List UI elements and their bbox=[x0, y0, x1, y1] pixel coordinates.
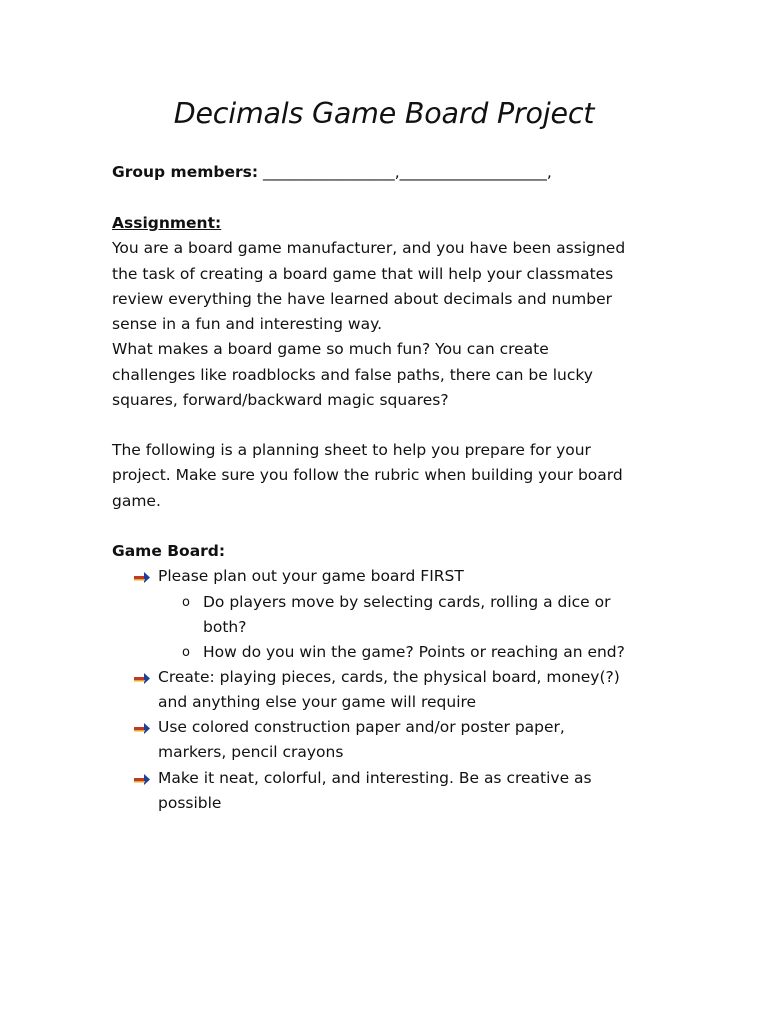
game-board-item-4-line-1: Make it neat, colorful, and interesting. Be as creative as bbox=[158, 769, 592, 787]
group-members-label: Group members: bbox=[112, 163, 259, 181]
planning-line: game. bbox=[112, 491, 161, 510]
game-board-subitem-1-line-1: Do players move by selecting cards, rolling a dice or bbox=[203, 593, 611, 611]
arrow-bullet-icon bbox=[134, 569, 150, 585]
game-board-item-3-line-2: markers, pencil crayons bbox=[158, 743, 344, 761]
assignment-section bbox=[112, 211, 672, 413]
planning-paragraph bbox=[112, 438, 672, 514]
group-member-blank-2: ___________________ bbox=[399, 163, 547, 181]
game-board-item-2-line-1: Create: playing pieces, cards, the physical board, money(?) bbox=[158, 668, 620, 686]
arrow-bullet-icon bbox=[134, 771, 150, 787]
assignment-line: You are a board game manufacturer, and you have been assigned bbox=[112, 239, 626, 258]
page-title: Decimals Game Board Project bbox=[173, 97, 595, 130]
group-members-line bbox=[112, 163, 552, 181]
game-board-item-3-line-1: Use colored construction paper and/or poster paper, bbox=[158, 718, 565, 736]
game-board-item-4-line-2: possible bbox=[158, 794, 222, 812]
game-board-item-2-line-2: and anything else your game will require bbox=[158, 693, 477, 711]
assignment-line: squares, forward/backward magic squares? bbox=[112, 391, 449, 410]
group-member-blank-1: _________________ bbox=[262, 163, 395, 181]
sub-bullet-marker: o bbox=[182, 595, 190, 610]
game-board-heading: Game Board: bbox=[112, 542, 226, 560]
assignment-line: sense in a fun and interesting way. bbox=[112, 315, 383, 334]
assignment-line: What makes a board game so much fun? You can create bbox=[112, 340, 549, 359]
group-end-comma: , bbox=[546, 163, 552, 181]
assignment-heading: Assignment: bbox=[112, 214, 222, 232]
assignment-line: the task of creating a board game that will help your classmates bbox=[112, 264, 614, 283]
game-board-subitem-2: How do you win the game? Points or reaching an end? bbox=[203, 643, 625, 661]
planning-line: project. Make sure you follow the rubric when building your board bbox=[112, 466, 623, 485]
planning-line: The following is a planning sheet to help you prepare for your bbox=[112, 441, 591, 459]
game-board-subitem-1-line-2: both? bbox=[203, 618, 247, 636]
assignment-line: review everything the have learned about decimals and number bbox=[112, 289, 613, 308]
assignment-line: challenges like roadblocks and false paths, there can be lucky bbox=[112, 365, 593, 384]
arrow-bullet-icon bbox=[134, 720, 150, 736]
game-board-item-1: Please plan out your game board FIRST bbox=[158, 567, 464, 585]
sub-bullet-marker: o bbox=[182, 645, 190, 660]
game-board-heading-wrap bbox=[112, 539, 672, 564]
group-separator: , bbox=[394, 163, 400, 181]
arrow-bullet-icon bbox=[134, 670, 150, 686]
